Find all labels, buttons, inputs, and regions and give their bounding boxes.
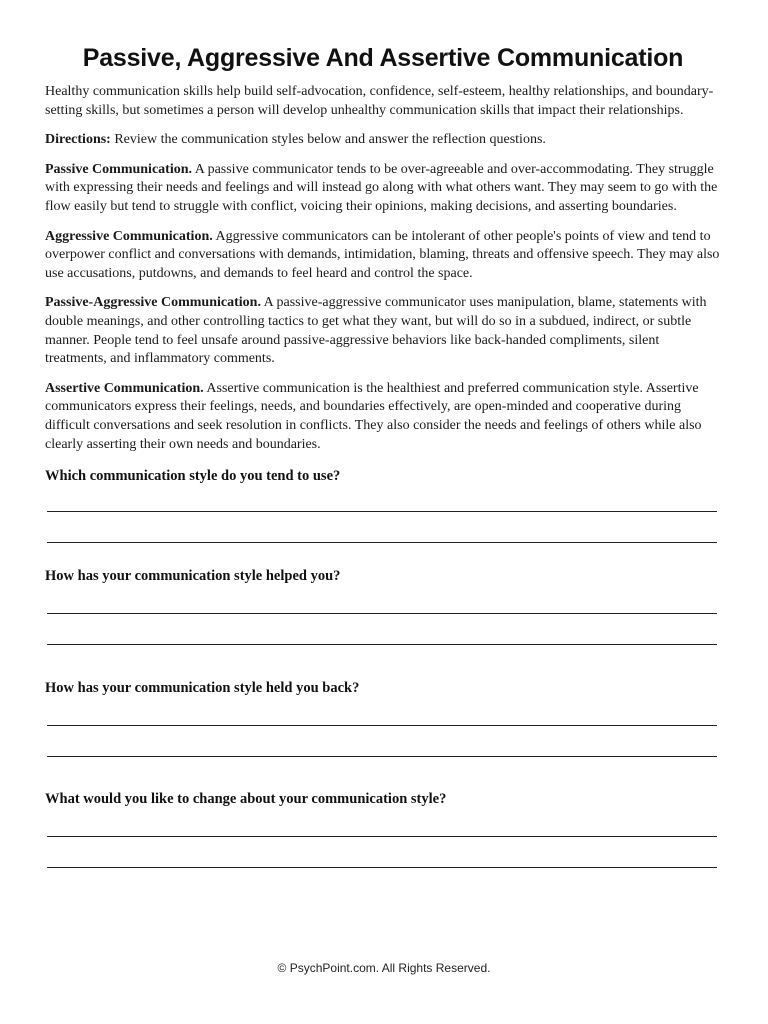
answer-line[interactable] [47,511,717,512]
question-block-2 [45,568,721,645]
passive-label: Passive Communication. [45,161,192,177]
passive-aggressive-paragraph [45,294,721,368]
answer-line[interactable] [47,644,717,645]
intro-paragraph: Healthy communication skills help build self-advocation, confidence, self-esteem, healthy relationships, and boundary-setting skills, but sometimes a person will develop unhealthy communication skills that impact their relationships. [45,84,714,118]
directions-text: Review the communication styles below and answer the reflection questions. [110,132,546,148]
question-3: How has your communication style held you back? [45,680,360,697]
aggressive-text: Aggressive communicators can be intolerant of other people's points of view and tend to overpower conflict and conversations with demands, intimidation, blaming, threats and offensive speech. They may also use accusations, putdowns, and demands to feel heard and control the space. [45,228,720,281]
question-block-4 [45,791,721,868]
question-2: How has your communication style helped you? [45,568,341,585]
assertive-text: Assertive communication is the healthiest and preferred communication style. Assertive communicators express their feelings, needs, and boundaries effectively, are open-minded and cooperative during difficult conversations and seek resolution in conflicts. They also consider the needs and feelings of others while also clearly asserting their own needs and boundaries. [45,380,702,452]
page-title: Passive, Aggressive And Assertive Communication [82,44,684,72]
answer-line[interactable] [47,613,717,614]
aggressive-label: Aggressive Communication. [45,228,213,244]
passive-aggressive-label: Passive-Aggressive Communication. [45,295,261,311]
directions-label: Directions: [45,132,111,148]
passive-paragraph [45,161,721,217]
passive-aggressive-text: A passive-aggressive communicator uses manipulation, blame, statements with double meanings, and other controlling tactics to get what they want, but will do so in a subdued, indirect, or subtle manner. People tend to feel unsafe around passive-aggressive behaviors like back-handed compliments, silent treatments, and inflammatory comments. [45,295,707,367]
question-1: Which communication style do you tend to use? [45,468,341,485]
question-block-3 [45,680,721,757]
assertive-paragraph [45,380,721,454]
question-4: What would you like to change about your communication style? [45,791,447,808]
copyright-footer: © PsychPoint.com. All Rights Reserved. [277,961,491,975]
worksheet-page [45,44,721,868]
answer-line[interactable] [47,725,717,726]
aggressive-paragraph [45,228,721,284]
answer-line[interactable] [47,542,717,543]
answer-line[interactable] [47,867,717,868]
answer-line[interactable] [47,756,717,757]
question-block-1 [45,468,721,543]
directions-paragraph [45,131,721,150]
assertive-label: Assertive Communication. [45,380,204,396]
answer-line[interactable] [47,836,717,837]
passive-text: A passive communicator tends to be over-agreeable and over-accommodating. They struggle with expressing their needs and feelings and will instead go along with what others want. They may seem to go with the flow easily but tend to struggle with conflict, voicing their opinions, making decisions, and asserting boundaries. [45,161,718,214]
